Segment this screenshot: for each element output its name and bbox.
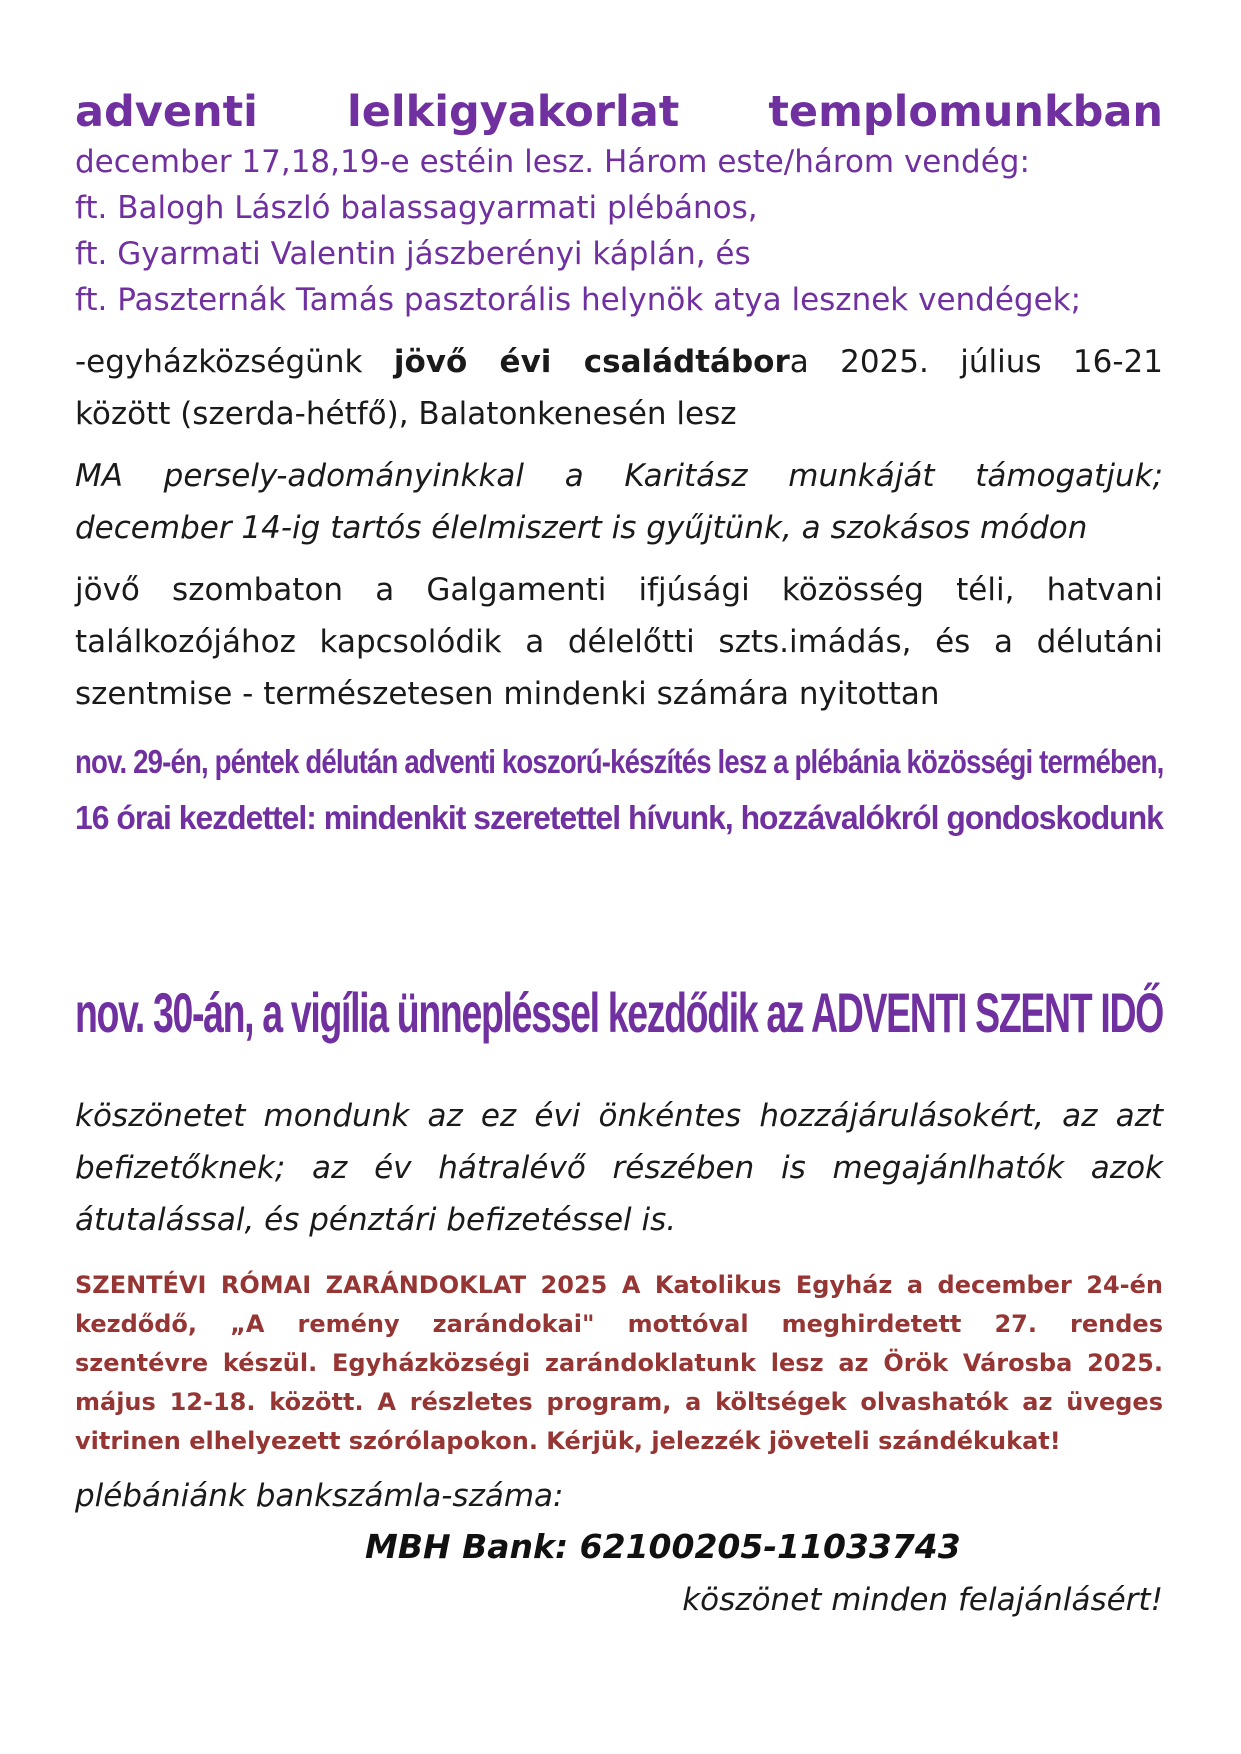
pilgrimage-line-1: SZENTÉVI RÓMAI ZARÁNDOKLAT 2025 A Katolikus Egyház a december 24-én: [75, 1271, 1163, 1299]
wreath-line-1: nov. 29-én, péntek délután adventi koszorú-készítés lesz a plébánia közösségi termében,: [75, 743, 1164, 780]
youth-notice: [75, 564, 1163, 720]
pilgrimage-notice: [75, 1266, 1163, 1461]
advent-start-prefix: nov. 30-án, a vigília ünnepléssel kezdődik az: [75, 981, 812, 1044]
family-camp-rest: a 2025. július 16-21: [789, 344, 1163, 380]
caritas-notice: [75, 450, 1163, 554]
retreat-title: adventi lelkigyakorlat templomunkban: [75, 87, 1163, 137]
wreath-line-2: 16 órai kezdettel: mindenkit szeretettel hívunk, hozzávalókról gondoskodunk: [75, 799, 1163, 836]
youth-line-3: szentmise - természetesen mindenki számára nyitottan: [75, 676, 940, 712]
pilgrimage-line-2: kezdődő, „A remény zarándokai" mottóval meghirdetett 27. rendes: [75, 1310, 1163, 1338]
retreat-guest-3: ft. Paszternák Tamás pasztorális helynök atya lesznek vendégek;: [75, 282, 1082, 318]
youth-line-2: találkozójához kapcsolódik a délelőtti szts.imádás, és a délutáni: [75, 624, 1163, 660]
bank-account-label: plébániánk bankszámla-száma:: [75, 1478, 564, 1514]
closing-thanks: köszönet minden felajánlásért!: [682, 1582, 1163, 1618]
caritas-line-2: december 14-ig tartós élelmiszert is gyűjtünk, a szokásos módon: [75, 510, 1088, 546]
bank-account-number: MBH Bank: 62100205-11033743: [365, 1527, 961, 1566]
caritas-line-1: MA persely-adományinkkal a Karitász munkáját támogatjuk;: [75, 458, 1163, 494]
wreath-notice: [75, 734, 1163, 846]
retreat-guest-2: ft. Gyarmati Valentin jászberényi káplán, és: [75, 236, 751, 272]
contributions-notice: [75, 1090, 1163, 1246]
retreat-guest-1: ft. Balogh László balassagyarmati plébános,: [75, 190, 758, 226]
family-camp-notice: [75, 336, 1163, 440]
youth-line-1: jövő szombaton a Galgamenti ifjúsági közösség téli, hatvani: [75, 572, 1163, 608]
advent-start-text: [75, 978, 1163, 1048]
contributions-line-2: befizetőknek; az év hátralévő részében is megajánlhatók azok: [75, 1150, 1163, 1186]
pilgrimage-line-5: vitrinen elhelyezett szórólapokon. Kérjük, jelezzék jöveteli szándékukat!: [75, 1427, 1061, 1455]
contributions-line-1: köszönetet mondunk az ez évi önkéntes hozzájárulásokért, az azt: [75, 1098, 1163, 1134]
family-camp-highlight: jövő évi családtábor: [393, 344, 790, 380]
pilgrimage-line-3: szentévre készül. Egyházközségi zarándoklatunk lesz az Örök Városba 2025.: [75, 1349, 1163, 1377]
family-camp-prefix: -egyházközségünk: [75, 344, 394, 380]
pilgrimage-line-4: május 12-18. között. A részletes program, a költségek olvashatók az üveges: [75, 1388, 1163, 1416]
family-camp-line-1: [75, 336, 1163, 388]
contributions-line-3: átutalással, és pénztári befizetéssel is.: [75, 1202, 677, 1238]
family-camp-line-2: között (szerda-hétfő), Balatonkenesén lesz: [75, 396, 737, 432]
retreat-dates: december 17,18,19-e estéin lesz. Három este/három vendég:: [75, 144, 1030, 180]
advent-start-emphasis: ADVENTI SZENT IDŐ: [811, 981, 1163, 1044]
advent-start-heading: [75, 978, 1163, 1048]
